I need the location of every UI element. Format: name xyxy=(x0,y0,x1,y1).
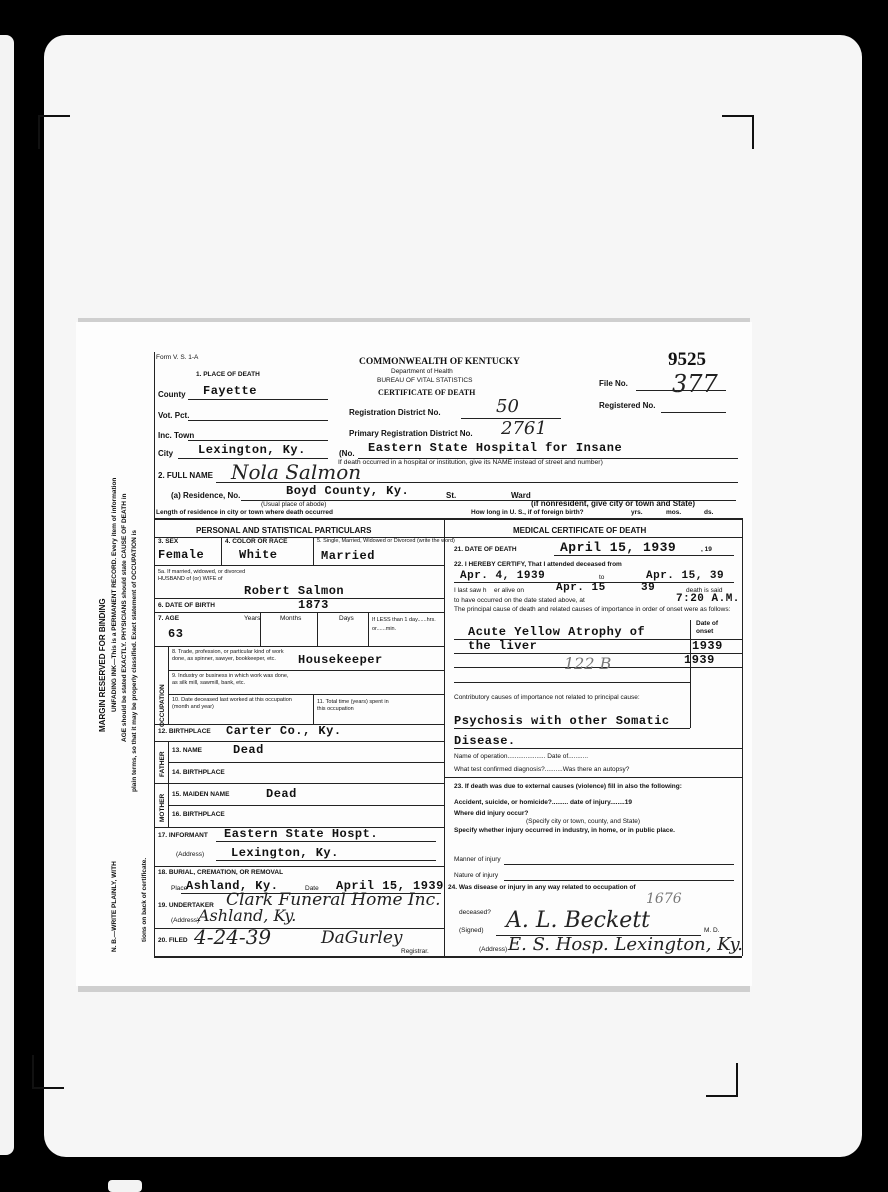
dob-label: 6. DATE OF BIRTH xyxy=(158,602,215,609)
physician-address-value: E. S. Hosp. Lexington, Ky. xyxy=(508,934,743,955)
crop-mark-bottom-left xyxy=(32,1055,64,1089)
registrar-label: Registrar. xyxy=(401,948,429,955)
informant-label: 17. INFORMANT xyxy=(158,832,208,839)
date-last-worked-label: 10. Date deceased last worked at this occupation (month and year) xyxy=(172,697,292,710)
attended-from-value: Apr. 4, 1939 xyxy=(460,570,546,582)
occupation-side-label: OCCUPATION xyxy=(159,684,166,727)
informant-address-value: Lexington, Ky. xyxy=(231,846,339,860)
last-saw-value: Apr. 15 xyxy=(556,582,606,594)
county-label: County xyxy=(158,390,186,399)
no-label: (No. xyxy=(339,449,355,458)
months-label: Months xyxy=(280,615,302,622)
length-residence-label: Length of residence in city or town where death occurred xyxy=(156,509,333,516)
to-label: to xyxy=(599,574,605,581)
manner-label: Manner of injury xyxy=(454,856,501,863)
informant-value: Eastern State Hospt. xyxy=(224,827,379,841)
mother-bp-label: 16. BIRTHPLACE xyxy=(172,811,225,818)
ward-label: Ward xyxy=(511,491,531,500)
dob-value: 1873 xyxy=(298,598,329,612)
margin-line4: plain terms, so that it may be properly classified. Exact statement of OCCUPATION is xyxy=(131,530,138,792)
husband-label: 5a. If married, widowed, or divorced HUSBAND of (or) WIFE of xyxy=(158,569,246,582)
husband-value: Robert Salmon xyxy=(244,584,345,598)
attended-to-value: Apr. 15, 39 xyxy=(646,570,725,582)
full-name-label: 2. FULL NAME xyxy=(158,471,213,480)
cause-code: 122 B xyxy=(564,654,612,673)
color-label: 4. COLOR OR RACE xyxy=(225,538,288,545)
cause-line1: Acute Yellow Atrophy of xyxy=(468,625,646,639)
contributory-label: Contributory causes of importance not related to principal cause: xyxy=(454,694,640,701)
trade-label: 8. Trade, profession, or particular kind of work done, as spinner, sawyer, bookkeeper, etc. xyxy=(172,649,284,662)
full-name-value: Nola Salmon xyxy=(231,460,362,484)
margin-line3: AGE should be stated EXACTLY. PHYSICIANS should state CAUSE OF DEATH in xyxy=(121,493,128,742)
mos-label: mos. xyxy=(666,509,682,516)
certificate-number: 9525 xyxy=(668,349,706,370)
md-label: M. D. xyxy=(704,927,720,934)
city-label: City xyxy=(158,449,174,458)
birthplace-value: Carter Co., Ky. xyxy=(226,724,342,738)
burial-place-label: Place xyxy=(171,885,188,892)
undertaker-label: 19. UNDERTAKER xyxy=(158,902,214,909)
death-certificate xyxy=(76,322,752,986)
father-bp-label: 14. BIRTHPLACE xyxy=(172,769,225,776)
where-injury-label: Where did injury occur? xyxy=(454,810,529,817)
vot-pct-label: Vot. Pct. xyxy=(158,411,190,420)
birthplace-label: 12. BIRTHPLACE xyxy=(158,728,211,735)
yrs-label: yrs. xyxy=(631,509,643,516)
place-of-death-label: 1. PLACE OF DEATH xyxy=(196,371,260,378)
sex-label: 3. SEX xyxy=(158,538,179,545)
file-label: File No. xyxy=(599,379,628,388)
principal-cause-label: The principal cause of death and related causes of importance in order of onset were as follows: xyxy=(454,606,731,613)
file-number: 377 xyxy=(672,370,718,398)
deceased-label: deceased? xyxy=(459,909,491,916)
burial-label: 18. BURIAL, CREMATION, OR REMOVAL xyxy=(158,869,284,876)
nature-label: Nature of injury xyxy=(454,872,499,879)
margin-line2: UNFADING INK—This is a PERMANENT RECORD. Every item of information xyxy=(111,477,118,712)
dod-suffix: , 19 xyxy=(701,546,712,553)
burial-place-value: Ashland, Ky. xyxy=(186,879,279,893)
informant-address-label: (Address) xyxy=(176,851,205,858)
maiden-label: 15. MAIDEN NAME xyxy=(172,791,230,798)
father-side-label: FATHER xyxy=(159,751,166,777)
occupation-code: 1676 xyxy=(646,891,682,907)
violence-label: 23. If death was due to external causes (violence) fill in also the following: xyxy=(454,783,682,790)
dod-label: 21. DATE OF DEATH xyxy=(454,546,517,553)
institution-value: Eastern State Hospital for Insane xyxy=(368,441,623,455)
form-number: Form V. S. 1-A xyxy=(156,354,199,361)
how-long-label: How long in U. S., if of foreign birth? xyxy=(471,509,584,516)
page-tab xyxy=(108,1180,142,1192)
filed-label: 20. FILED xyxy=(158,937,188,944)
related-occupation-label: 24. Was disease or injury in any way related to occupation of xyxy=(448,884,636,891)
specify-location-label: (Specify city or town, county, and State) xyxy=(526,818,641,825)
margin-reserved: MARGIN RESERVED FOR BINDING xyxy=(98,598,107,732)
last-saw-mid: er alive on xyxy=(494,587,524,594)
nonresident-note: (if nonresident, give city or town and State) xyxy=(531,499,696,508)
date-onset-label: Date of onset xyxy=(696,620,719,635)
county-value: Fayette xyxy=(203,384,257,398)
reg-district-value: 50 xyxy=(496,396,519,417)
years-label: Years xyxy=(244,615,261,622)
inc-town-label: Inc. Town xyxy=(158,431,195,440)
contributory-line2: Disease. xyxy=(454,734,516,748)
operation-label: Name of operation..................... Date of........... xyxy=(454,753,589,760)
burial-date-label: Date xyxy=(305,885,319,892)
crop-mark-top-left xyxy=(38,115,70,149)
total-time-label: 11. Total time (years) spent in this occupation xyxy=(317,699,389,712)
marital-label: 5. Single, Married, Widowed or Divorced (write the word) xyxy=(317,538,455,544)
age-value: 63 xyxy=(168,627,184,641)
onset-line1: 1939 xyxy=(692,639,723,653)
st-label: St. xyxy=(446,491,457,500)
father-name-value: Dead xyxy=(233,743,264,757)
industry-label: 9. Industry or business in which work was done, as silk mill, sawmill, bank, etc. xyxy=(172,673,289,686)
filed-value: 4-24-39 xyxy=(194,925,272,949)
mother-side-label: MOTHER xyxy=(159,793,166,822)
onset-line2: 1939 xyxy=(684,653,715,667)
dod-value: April 15, 1939 xyxy=(560,540,677,555)
burial-date-value: April 15, 1939 xyxy=(336,879,444,893)
industry-question: Specify whether injury occurred in industry, in home, or in public place. xyxy=(454,827,675,834)
margin-nb: N. B.—WRITE PLAINLY, WITH xyxy=(111,861,118,952)
city-value: Lexington, Ky. xyxy=(198,443,306,457)
undertaker-address-value: Ashland, Ky. xyxy=(198,906,297,925)
accident-label: Accident, suicide, or homicide?......... date of injury........19 xyxy=(454,799,632,806)
undertaker-address-label: (Address) xyxy=(171,917,200,924)
adjacent-page-edge xyxy=(0,35,14,1155)
header-title: COMMONWEALTH OF KENTUCKY xyxy=(359,357,520,367)
reg-district-label: Registration District No. xyxy=(349,408,441,417)
crop-mark-bottom-right xyxy=(706,1063,738,1097)
header-cert-title: CERTIFICATE OF DEATH xyxy=(378,388,476,397)
age-label: 7. AGE xyxy=(158,615,180,622)
death-said-label: death is said xyxy=(686,587,723,594)
header-dept: Department of Health xyxy=(391,368,453,375)
margin-line5: tions on back of certificate. xyxy=(141,857,148,942)
ds-label: ds. xyxy=(704,509,714,516)
institution-note: If death occurred in a hospital or institution, give its NAME instead of street and number) xyxy=(338,459,603,466)
residence-label: (a) Residence, No. xyxy=(171,491,241,500)
last-saw-year: 39 xyxy=(641,582,656,594)
usual-place-label: (Usual place of abode) xyxy=(261,501,327,508)
personal-heading: PERSONAL AND STATISTICAL PARTICULARS xyxy=(196,526,372,535)
father-name-label: 13. NAME xyxy=(172,747,202,754)
last-saw-label: I last saw h xyxy=(454,587,487,594)
undertaker-value: Clark Funeral Home Inc. xyxy=(226,890,441,910)
occurred-label: to have occurred on the date stated above, at xyxy=(454,597,585,604)
color-value: White xyxy=(239,548,278,562)
physician-address-label: (Address) xyxy=(479,946,508,953)
primary-reg-label: Primary Registration District No. xyxy=(349,429,473,438)
cause-line2: the liver xyxy=(468,639,538,653)
crop-mark-top-right xyxy=(722,115,754,149)
sex-value: Female xyxy=(158,548,205,562)
residence-value: Boyd County, Ky. xyxy=(286,484,410,498)
less-than-label: If LESS than 1 day......hrs. or......min. xyxy=(372,617,436,632)
signed-label: (Signed) xyxy=(459,927,484,934)
physician-signature: A. L. Beckett xyxy=(506,908,651,933)
registered-label: Registered No. xyxy=(599,401,656,410)
contributory-line1: Psychosis with other Somatic xyxy=(454,714,670,728)
days-label: Days xyxy=(339,615,354,622)
primary-reg-value: 2761 xyxy=(501,418,547,439)
certify-label: 22. I HEREBY CERTIFY, That I attended deceased from xyxy=(454,561,622,568)
test-label: What test confirmed diagnosis?..........Was there an autopsy? xyxy=(454,766,630,773)
marital-value: Married xyxy=(321,549,375,563)
trade-value: Housekeeper xyxy=(298,653,383,667)
medical-heading: MEDICAL CERTIFICATE OF DEATH xyxy=(513,526,647,535)
time-value: 7:20 A.M. xyxy=(676,593,740,605)
header-bureau: BUREAU OF VITAL STATISTICS xyxy=(377,377,473,384)
registrar-signature: DaGurley xyxy=(321,928,403,948)
maiden-value: Dead xyxy=(266,787,297,801)
